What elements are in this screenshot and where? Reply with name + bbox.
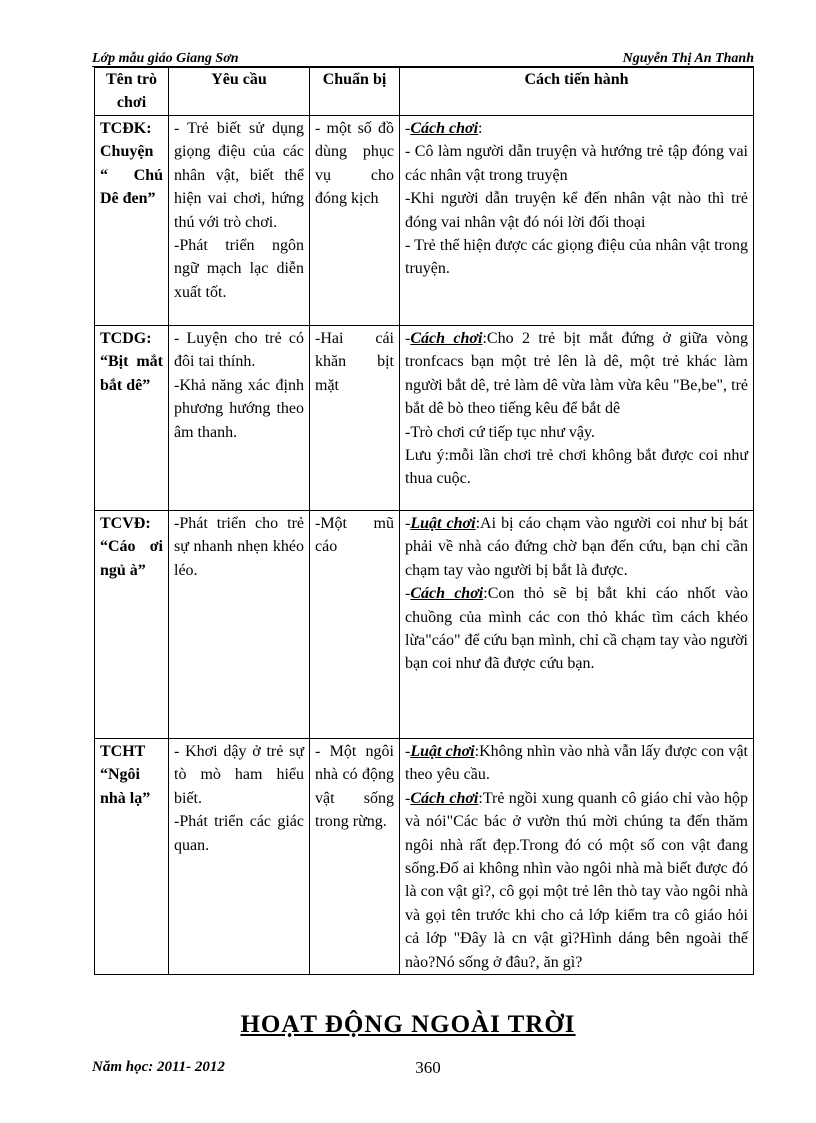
- preparation-cell: - một số đồ dùng phục vụ cho đóng kịch: [310, 116, 400, 326]
- procedure-step: [405, 512, 748, 582]
- procedure-step: [405, 187, 748, 234]
- requirements-cell: [169, 116, 310, 326]
- step-prefix: -: [405, 789, 411, 807]
- header-requirements: Yêu cầu: [169, 68, 310, 116]
- procedure-cell: [400, 739, 754, 975]
- school-year: Năm học: 2011- 2012: [92, 1059, 225, 1075]
- game-name: TCDG: “Bịt mắt bắt dê”: [95, 326, 169, 511]
- header-teacher: Nguyễn Thị An Thanh: [622, 51, 754, 66]
- game-name: TCĐK: Chuyện “ Chú Dê đen”: [95, 116, 169, 326]
- step-text: :: [478, 120, 483, 137]
- step-text: - Cô làm người dẫn truyện và hướng trẻ tập đóng vai các nhân vật trong truyện: [405, 143, 748, 184]
- step-prefix: -: [405, 330, 411, 347]
- step-prefix: -: [405, 515, 411, 532]
- requirement-item: - Luyện cho trẻ có đôi tai thính.: [174, 330, 304, 371]
- step-label: Cách chơi: [410, 330, 483, 347]
- requirement-item: - Trẻ biết sử dụng giọng điệu của các nhân vật, biết thể hiện vai chơi, hứng thú với trò chơi.: [174, 120, 304, 231]
- table-header-row: [95, 68, 754, 116]
- requirement-item: - Khơi dậy ở trẻ sự tò mò ham hiểu biết.: [174, 743, 304, 807]
- requirement-item: -Phát triển cho trẻ sự nhanh nhẹn khéo léo.: [174, 515, 304, 579]
- preparation-cell: - Một ngôi nhà có động vật sống trong rừng.: [310, 739, 400, 975]
- table-row: [95, 116, 754, 326]
- step-text: :Trẻ ngồi xung quanh cô giáo chỉ vào hộp và nói"Các bác ở vườn thú mời chúng ta đến thăm ngôi nhà rất đẹp.Trong đó có một số con vật đang sống.Đố ai không nhìn vào ngôi nhà mà biết được đó là con vật gì?, cô gọi một trẻ lên thò tay vào ngôi nhà và gọi tên trước khi cho cả lớp kiểm tra cô giáo hỏi cả lớp "Đây là cn vật gì?Hình dáng bên ngoài thế nào?Nó sống ở đâu?, ăn gì?: [405, 789, 748, 971]
- step-text: -Khi người dẫn truyện kể đến nhân vật nào thì trẻ đóng vai nhân vật đó nói lời đối thoại: [405, 190, 748, 231]
- step-label: Cách chơi: [410, 120, 479, 137]
- table-row: [95, 739, 754, 975]
- header-procedure: Cách tiến hành: [400, 68, 754, 116]
- step-prefix: -: [405, 743, 411, 760]
- procedure-step: [405, 327, 748, 421]
- step-label: Cách chơi: [410, 585, 484, 603]
- requirement-item: -Khả năng xác định phương hướng theo âm thanh.: [174, 376, 304, 441]
- step-text: :Ai bị cáo chạm vào người coi như bị bát phải về nhà cáo đứng chờ bạn đến cứu, bạn chỉ cần chạm tay vào người bị bắt là được.: [405, 515, 748, 579]
- table-row: [95, 326, 754, 511]
- game-name: TCVĐ: “Cáo ơi ngủ à”: [95, 511, 169, 739]
- activity-table: [94, 67, 754, 975]
- procedure-step: [405, 421, 748, 444]
- step-text: - Trẻ thể hiện được các giọng điệu của nhân vật trong truyện.: [405, 237, 748, 278]
- preparation-cell: -Một mũ cáo: [310, 511, 400, 739]
- header-school: Lớp mẫu giáo Giang Sơn: [92, 51, 239, 66]
- procedure-cell: [400, 326, 754, 511]
- step-text: :Cho 2 trẻ bịt mắt đứng ở giữa vòng tronfcacs bạn một trẻ lên là dê, một trẻ khác làm người bắt dê, trẻ làm dê vừa làm vừa kêu "Be,be", trẻ bắt dê bò theo tiếng kêu để bắt dê: [405, 330, 748, 418]
- section-title: HOẠT ĐỘNG NGOÀI TRỜI: [240, 1011, 576, 1038]
- procedure-step: [405, 117, 748, 140]
- step-prefix: -: [405, 585, 411, 603]
- procedure-step: [405, 234, 748, 281]
- header-game-name: Tên trò chơi: [95, 68, 169, 116]
- step-label: Luật chơi: [410, 515, 476, 532]
- step-text: -Trò chơi cứ tiếp tục như vậy.: [405, 423, 595, 441]
- procedure-step: [405, 582, 748, 676]
- game-name: TCHT “Ngôi nhà lạ”: [95, 739, 169, 975]
- requirements-cell: [169, 739, 310, 975]
- procedure-step: [405, 787, 748, 974]
- step-text: Lưu ý:mỗi lần chơi trẻ chơi không bắt được coi như thua cuộc.: [405, 447, 748, 488]
- step-prefix: -: [405, 120, 411, 137]
- step-text: :Con thỏ sẽ bị bắt khi cáo nhốt vào chuồng của mình các con thỏ khác tìm cách khéo lừa"cáo" để cứu bạn mình, chỉ cầ chạm tay vào người bạn coi như đã được cứu bạn.: [405, 585, 749, 673]
- step-text: :Không nhìn vào nhà vẫn lấy được con vật theo yêu cầu.: [405, 743, 748, 784]
- requirement-item: -Phát triển ngôn ngữ mạch lạc diễn xuất tốt.: [174, 237, 304, 301]
- procedure-cell: [400, 511, 754, 739]
- header-preparation: Chuẩn bị: [310, 68, 400, 116]
- step-label: Luật chơi: [410, 743, 475, 760]
- page-number: 360: [415, 1058, 441, 1077]
- requirement-item: -Phát triển các giác quan.: [174, 813, 304, 854]
- procedure-step: [405, 140, 748, 187]
- procedure-step: [405, 740, 748, 787]
- preparation-cell: -Hai cái khăn bịt mặt: [310, 326, 400, 511]
- requirements-cell: [169, 511, 310, 739]
- requirements-cell: [169, 326, 310, 511]
- table-row: [95, 511, 754, 739]
- step-label: Cách chơi: [410, 789, 479, 807]
- procedure-step: [405, 444, 748, 491]
- procedure-cell: [400, 116, 754, 326]
